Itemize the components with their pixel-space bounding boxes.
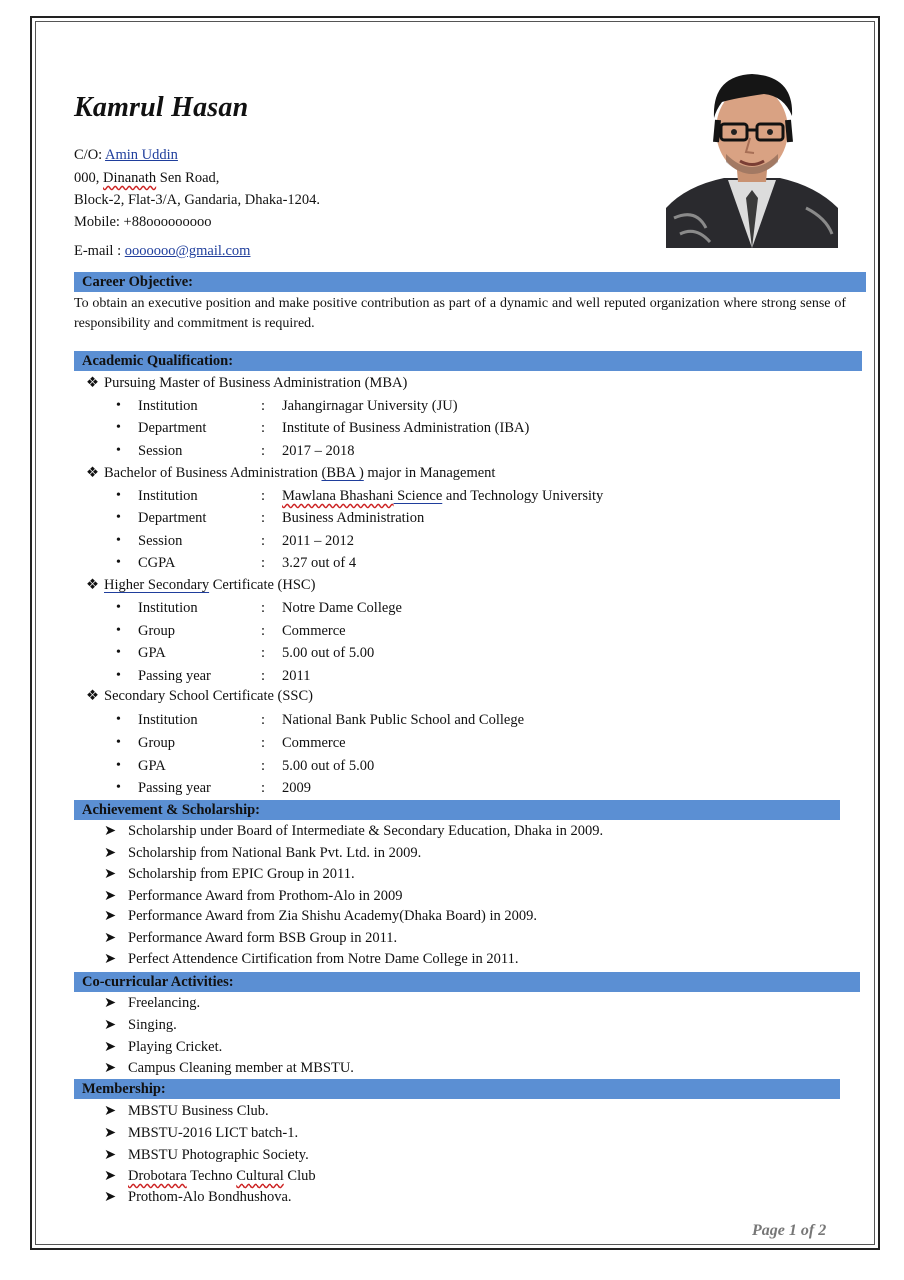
arrow-bullet-icon: ➤ xyxy=(104,1039,117,1055)
diamond-bullet-icon: ❖ xyxy=(86,375,99,391)
dot-bullet-icon: • xyxy=(116,600,121,615)
degree-hsc-title: ❖ Higher Secondary Certificate (HSC) xyxy=(86,577,316,593)
arrow-bullet-icon: ➤ xyxy=(104,930,117,946)
arrow-bullet-icon: ➤ xyxy=(104,823,117,839)
dot-bullet-icon: • xyxy=(116,398,121,413)
section-academic-qualification: Academic Qualification: xyxy=(74,351,862,371)
degree-bba-title: ❖ Bachelor of Business Administration (BBA ) major in Management xyxy=(86,465,496,481)
dot-bullet-icon: • xyxy=(116,735,121,750)
list-item: ➤ Performance Award from Prothom-Alo in 2009 xyxy=(104,888,403,904)
dot-bullet-icon: • xyxy=(116,488,121,503)
arrow-bullet-icon: ➤ xyxy=(104,1168,117,1184)
address-line-1: 000, Dinanath Sen Road, xyxy=(74,170,220,186)
dot-bullet-icon: • xyxy=(116,510,121,525)
dot-bullet-icon: • xyxy=(116,758,121,773)
dot-bullet-icon: • xyxy=(116,555,121,570)
list-item: ➤ Perfect Attendence Cirtification from Notre Dame College in 2011. xyxy=(104,951,519,967)
list-item: ➤ Drobotara Techno Cultural Club xyxy=(104,1168,316,1184)
arrow-bullet-icon: ➤ xyxy=(104,1060,117,1076)
list-item: ➤ Scholarship under Board of Intermediate & Secondary Education, Dhaka in 2009. xyxy=(104,823,604,839)
email-link[interactable]: ooooooo@gmail.com xyxy=(124,243,251,259)
dot-bullet-icon: • xyxy=(116,668,121,683)
co-line: C/O: Amin Uddin xyxy=(74,147,178,163)
profile-photo xyxy=(666,58,838,248)
address-line-2: Block-2, Flat-3/A, Gandaria, Dhaka-1204. xyxy=(74,192,321,208)
arrow-bullet-icon: ➤ xyxy=(104,1125,117,1141)
list-item: ➤ Prothom-Alo Bondhushova. xyxy=(104,1189,292,1205)
page-number: Page 1 of 2 xyxy=(752,1222,827,1239)
arrow-bullet-icon: ➤ xyxy=(104,1103,117,1119)
arrow-bullet-icon: ➤ xyxy=(104,866,117,882)
list-item: ➤ Performance Award form BSB Group in 2011. xyxy=(104,930,398,946)
arrow-bullet-icon: ➤ xyxy=(104,845,117,861)
arrow-bullet-icon: ➤ xyxy=(104,1147,117,1163)
arrow-bullet-icon: ➤ xyxy=(104,995,117,1011)
dot-bullet-icon: • xyxy=(116,712,121,727)
degree-ssc-title: ❖ Secondary School Certificate (SSC) xyxy=(86,688,313,704)
dot-bullet-icon: • xyxy=(116,645,121,660)
section-career-objective: Career Objective: xyxy=(74,272,866,292)
dot-bullet-icon: • xyxy=(116,443,121,458)
list-item: ➤ MBSTU Business Club. xyxy=(104,1103,269,1119)
resume-name: Kamrul Hasan xyxy=(74,92,249,123)
arrow-bullet-icon: ➤ xyxy=(104,908,117,924)
arrow-bullet-icon: ➤ xyxy=(104,1189,117,1205)
dot-bullet-icon: • xyxy=(116,623,121,638)
arrow-bullet-icon: ➤ xyxy=(104,1017,117,1033)
dot-bullet-icon: • xyxy=(116,780,121,795)
list-item: ➤ Campus Cleaning member at MBSTU. xyxy=(104,1060,354,1076)
email-line: E-mail : ooooooo@gmail.com xyxy=(74,243,251,259)
dot-bullet-icon: • xyxy=(116,533,121,548)
list-item: ➤ Singing. xyxy=(104,1017,177,1033)
diamond-bullet-icon: ❖ xyxy=(86,577,99,593)
mobile-line: Mobile: +88ooooooooo xyxy=(74,214,212,230)
section-co-curricular: Co-curricular Activities: xyxy=(74,972,860,992)
list-item: ➤ Scholarship from National Bank Pvt. Ltd. in 2009. xyxy=(104,845,422,861)
list-item: ➤ Freelancing. xyxy=(104,995,201,1011)
dot-bullet-icon: • xyxy=(116,420,121,435)
list-item: ➤ MBSTU-2016 LICT batch-1. xyxy=(104,1125,299,1141)
arrow-bullet-icon: ➤ xyxy=(104,888,117,904)
co-name-link[interactable]: Amin Uddin xyxy=(105,147,178,163)
degree-mba-title: ❖ Pursuing Master of Business Administration (MBA) xyxy=(86,375,408,391)
list-item: ➤ Scholarship from EPIC Group in 2011. xyxy=(104,866,355,882)
arrow-bullet-icon: ➤ xyxy=(104,951,117,967)
list-item: ➤ Playing Cricket. xyxy=(104,1039,223,1055)
list-item: ➤ MBSTU Photographic Society. xyxy=(104,1147,309,1163)
list-item: ➤ Performance Award from Zia Shishu Academy(Dhaka Board) in 2009. xyxy=(104,908,537,924)
section-achievement-scholarship: Achievement & Scholarship: xyxy=(74,800,840,820)
career-objective-text: To obtain an executive position and make positive contribution as part of a dynamic and well reputed organization where strong sense of responsibility and commitment is required. xyxy=(74,296,846,331)
diamond-bullet-icon: ❖ xyxy=(86,465,99,481)
diamond-bullet-icon: ❖ xyxy=(86,688,99,704)
section-membership: Membership: xyxy=(74,1079,840,1099)
